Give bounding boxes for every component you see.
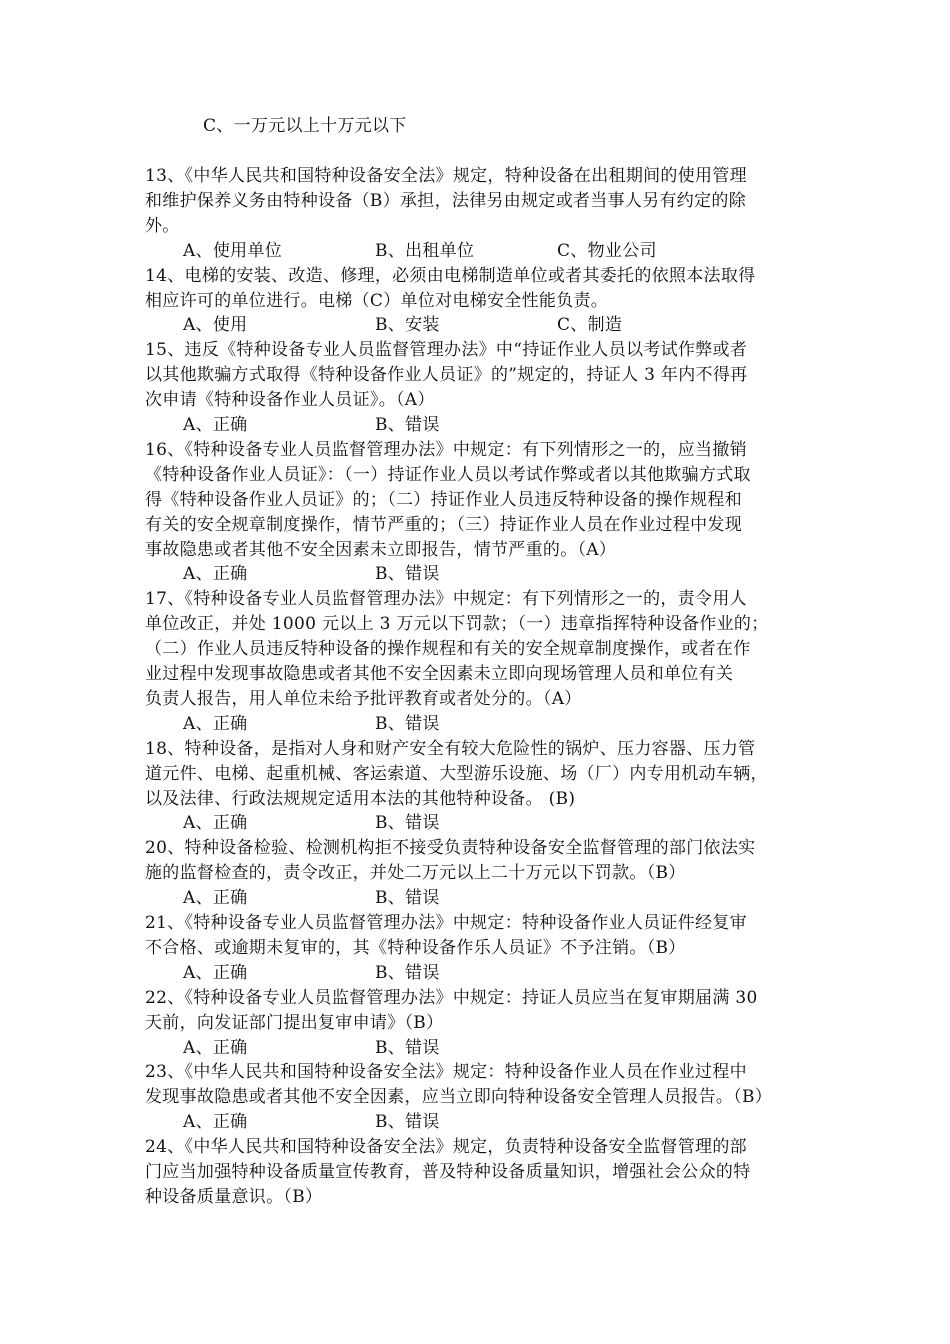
options-row — [183, 1110, 743, 1135]
option-a: A、正确 — [183, 813, 248, 834]
options-row — [183, 239, 743, 264]
question-text-line: 24、《中华人民共和国特种设备安全法》规定，负责特种设备安全监督管理的部 — [145, 1137, 747, 1158]
question-text-line: 以及法律、行政法规规定适用本法的其他特种设备。 (B) — [145, 788, 576, 809]
question-text-line: 14、电梯的安装、改造、修理，必须由电梯制造单位或者其委托的依照本法取得 — [145, 265, 756, 286]
question-text-line: 种设备质量意识。（B） — [145, 1186, 323, 1207]
option-a: A、使用单位 — [183, 240, 283, 261]
option-c: C、物业公司 — [557, 240, 657, 261]
question-text-line: 13、《中华人民共和国特种设备安全法》规定，特种设备在出租期间的使用管理 — [145, 166, 747, 186]
options-row — [183, 562, 743, 587]
options-row — [183, 961, 743, 986]
option-b: B、安装 — [375, 315, 440, 336]
question-text-line: 15、违反《特种设备专业人员监督管理办法》中“持证作业人员以考试作弊或者 — [145, 340, 748, 361]
question-text-line: 21、《特种设备专业人员监督管理办法》中规定：特种设备作业人员证件经复审 — [145, 913, 747, 933]
question-text-line: 《特种设备作业人员证》：（一）持证作业人员以考试作弊或者以其他欺骗方式取 — [145, 464, 751, 485]
options-row — [183, 886, 743, 911]
option-a: A、正确 — [183, 1112, 248, 1133]
question-text-line: 负责人报告，用人单位未给予批评教育或者处分的。（A） — [145, 688, 582, 709]
question-text-line: 道元件、电梯、起重机械、客运索道、大型游乐设施、场（厂）内专用机动车辆， — [145, 763, 768, 784]
options-row — [183, 1036, 743, 1061]
option-b: B、错误 — [375, 888, 440, 909]
question-text-line: 不合格、或逾期未复审的，其《特种设备作乐人员证》不予注销。（B） — [145, 937, 686, 958]
option-a: A、使用 — [183, 315, 248, 336]
option-b: B、错误 — [375, 1037, 440, 1058]
question-text-line: 业过程中发现事故隐患或者其他不安全因素未立即向现场管理人员和单位有关 — [145, 664, 734, 684]
option-a: A、正确 — [183, 713, 248, 734]
option-a: A、正确 — [183, 888, 248, 909]
question-text-line: 发现事故隐患或者其他不安全因素，应当立即向特种设备安全管理人员报告。（B） — [145, 1087, 773, 1108]
options-row — [183, 811, 743, 836]
question-text-line: 施的监督检查的，责令改正，并处二万元以上二十万元以下罚款。（B） — [145, 863, 686, 884]
question-text-line: 事故隐患或者其他不安全因素未立即报告，情节严重的。（A） — [145, 539, 617, 560]
question-text-line: （二）作业人员违反特种设备的操作规程和有关的安全规章制度操作，或者在作 — [145, 639, 751, 660]
question-text-line: 外。 — [145, 215, 180, 236]
question-text-line: 18、特种设备，是指对人身和财产安全有较大危险性的锅炉、压力容器、压力管 — [145, 738, 756, 759]
question-text-line: 有关的安全规章制度操作，情节严重的；（三）持证作业人员在作业过程中发现 — [145, 514, 742, 535]
option-a: A、正确 — [183, 415, 248, 435]
question-text-line: 和维护保养义务由特种设备（B）承担，法律另由规定或者当事人另有约定的除 — [145, 190, 746, 211]
question-text-line: 门应当加强特种设备质量宣传教育，普及特种设备质量知识，增强社会公众的特 — [145, 1162, 751, 1182]
option-b: B、错误 — [375, 564, 440, 585]
question-text-line: 单位改正，并处 1000 元以上 3 万元以下罚款；（一）违章指挥特种设备作业的； — [145, 614, 769, 635]
question-text-line: 天前，向发证部门提出复审申请》（B） — [145, 1012, 444, 1033]
question-text-line: 23、《中华人民共和国特种设备安全法》规定：特种设备作业人员在作业过程中 — [145, 1062, 747, 1083]
question-text-line: 22、《特种设备专业人员监督管理办法》中规定：持证人员应当在复审期届满 30 — [145, 987, 758, 1008]
question-text-line: 相应许可的单位进行。电梯（C）单位对电梯安全性能负责。 — [145, 290, 609, 311]
option-b: B、错误 — [375, 415, 440, 435]
option-a: A、正确 — [183, 962, 248, 983]
question-text-line: 20、特种设备检验、检测机构拒不接受负责特种设备安全监督管理的部门依法实 — [145, 838, 756, 859]
question-text-line: 以其他欺骗方式取得《特种设备作业人员证》的”规定的，持证人 3 年内不得再 — [145, 365, 748, 386]
options-row — [183, 712, 743, 737]
option-a: A、正确 — [183, 1037, 248, 1058]
option-b: B、错误 — [375, 1112, 440, 1133]
option-b: B、错误 — [375, 813, 440, 834]
options-row — [183, 413, 743, 438]
option-b: B、出租单位 — [375, 240, 475, 261]
option-b: B、错误 — [375, 713, 440, 734]
option-b: B、错误 — [375, 962, 440, 983]
question-text-line: 得《特种设备作业人员证》的；（二）持证作业人员违反特种设备的操作规程和 — [145, 489, 742, 510]
question-text-line: 17、《特种设备专业人员监督管理办法》中规定：有下列情形之一的，责令用人 — [145, 589, 747, 610]
question-text-line: 次申请《特种设备作业人员证》。（A） — [145, 390, 435, 411]
option-c: C、制造 — [557, 315, 623, 336]
question-text-line: 16、《特种设备专业人员监督管理办法》中规定：有下列情形之一的，应当撤销 — [145, 439, 747, 460]
options-row — [183, 313, 743, 338]
lead-option-c: C、一万元以上十万元以下 — [203, 116, 407, 136]
option-a: A、正确 — [183, 564, 248, 585]
